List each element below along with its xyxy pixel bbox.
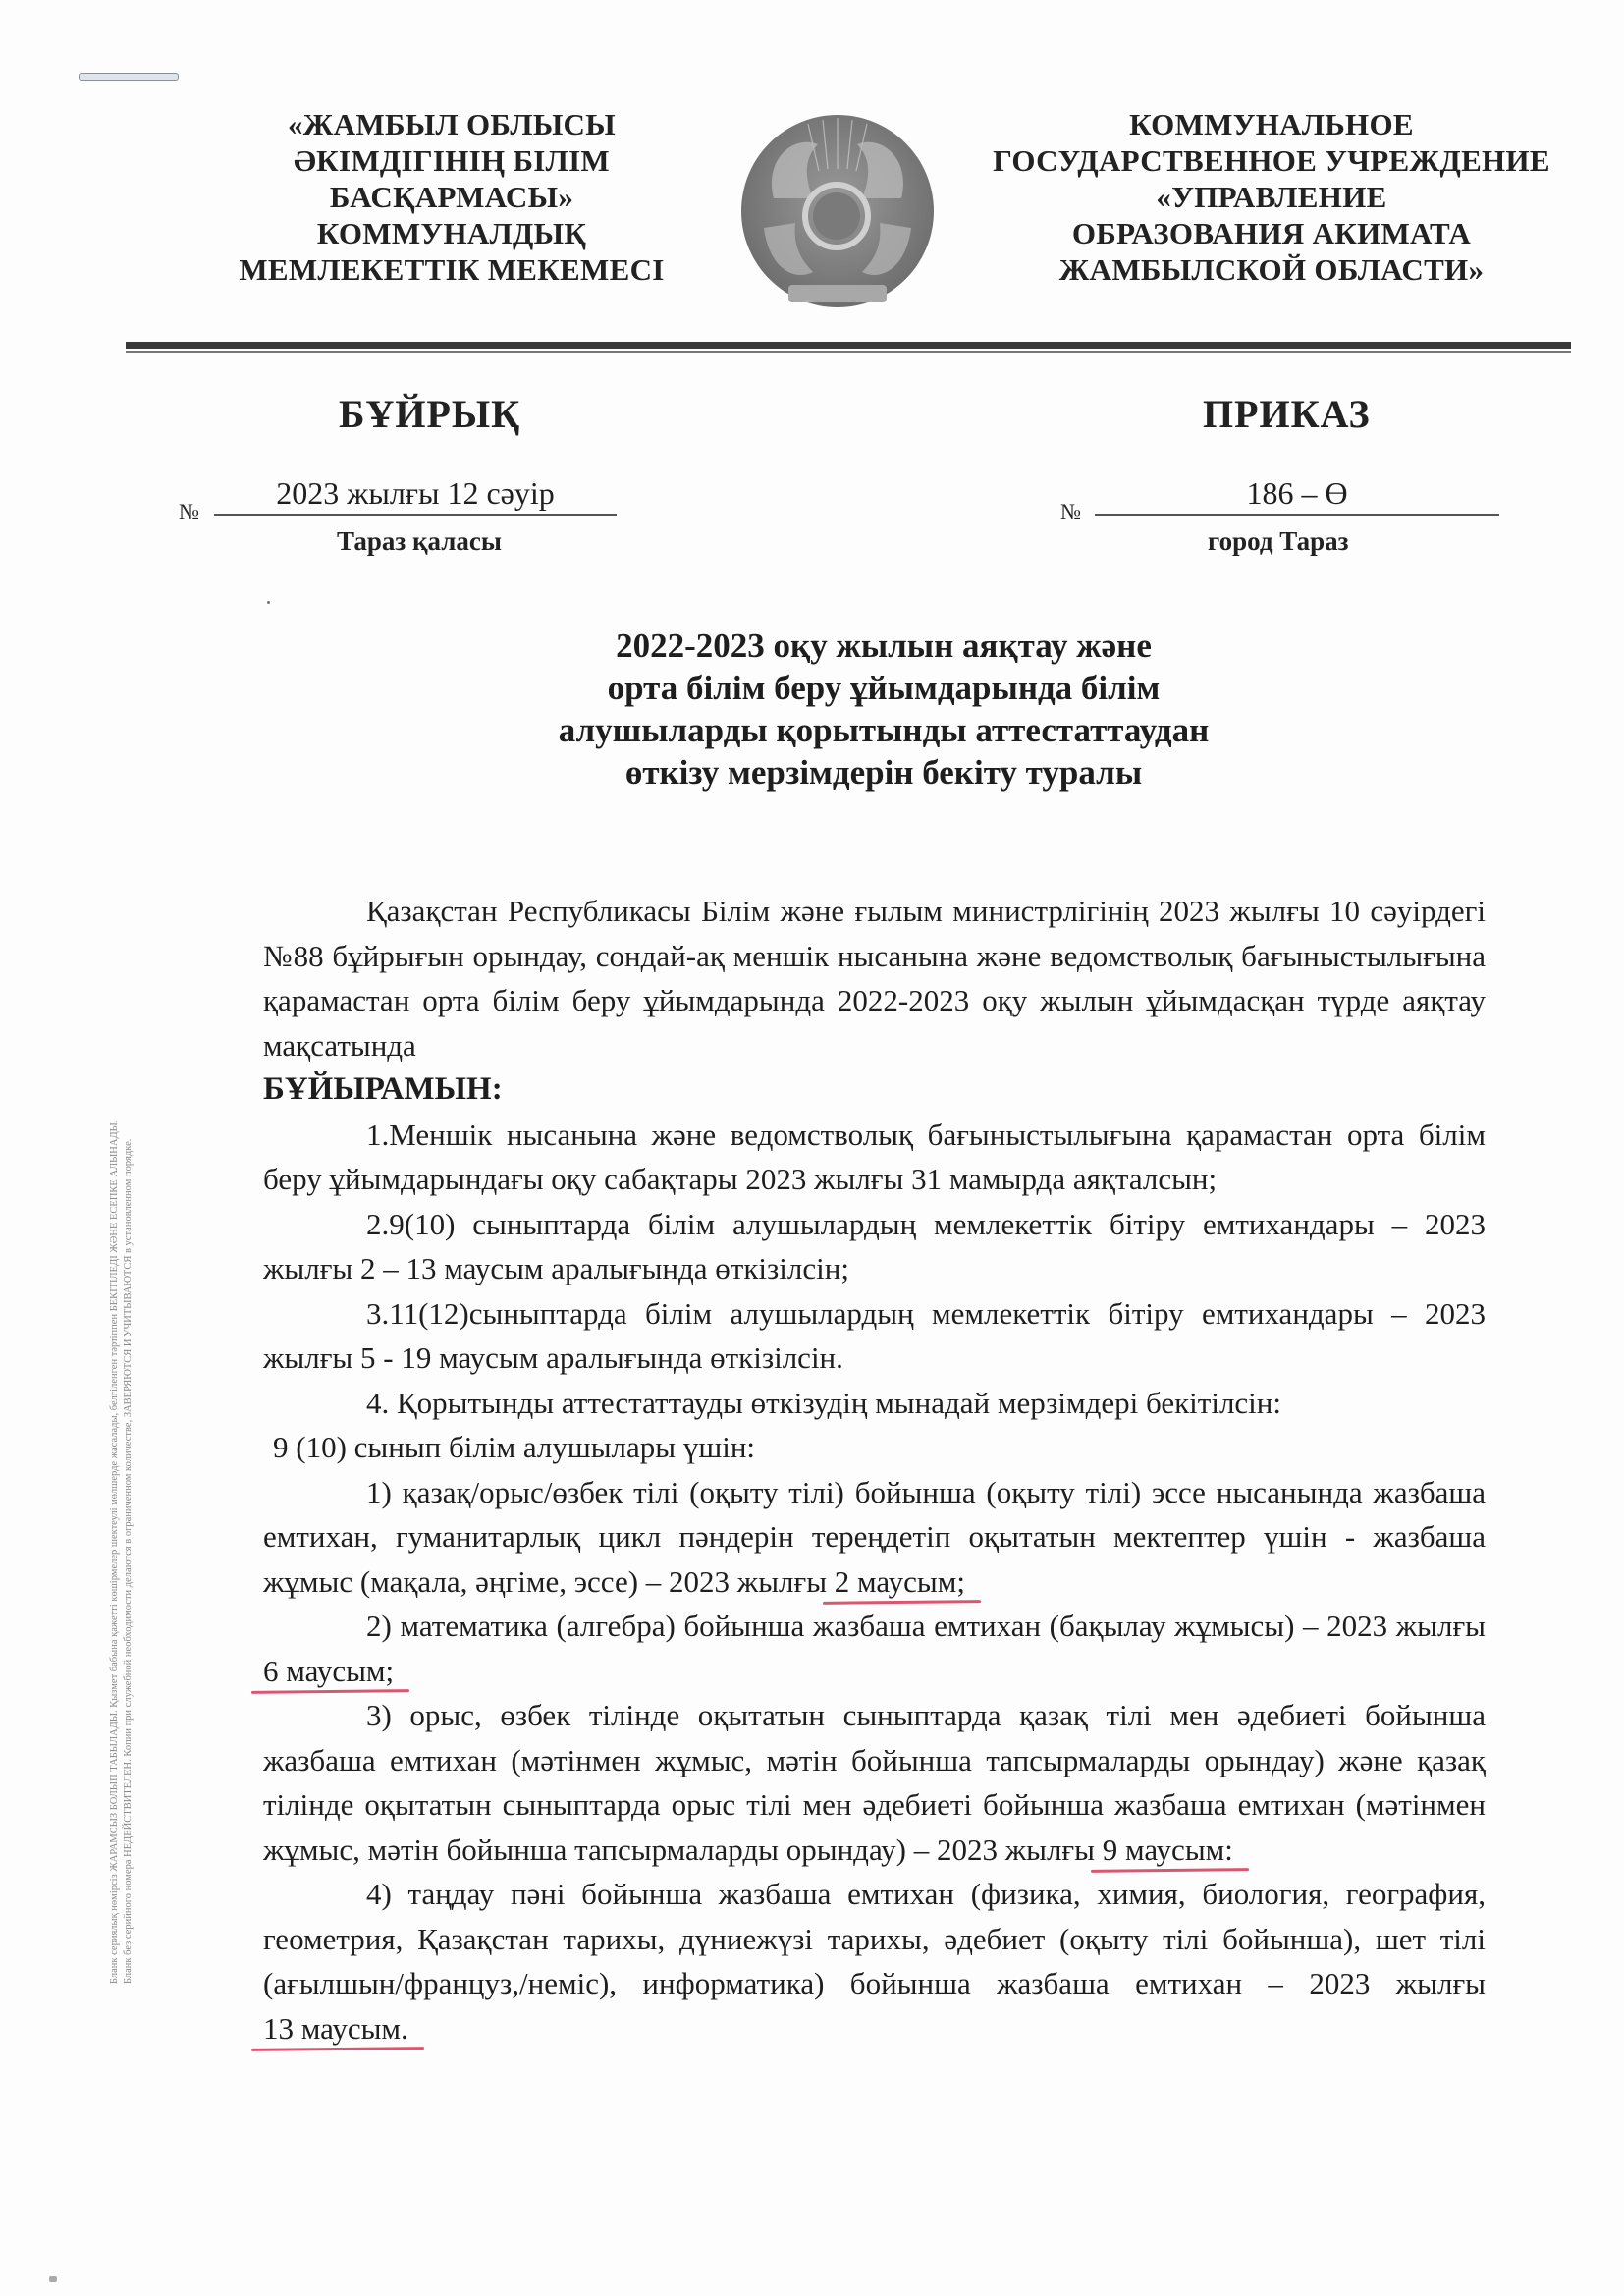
document-title-line: орта білім беру ұйымдарында білім: [607, 669, 1161, 707]
sub-item-4-date-underlined: 13 маусым.: [263, 2010, 408, 2046]
header-org-kazakh-line: ӘКІМДІГІНІҢ БІЛІМ: [293, 143, 610, 178]
document-title: [491, 625, 1276, 793]
margin-note-line-kazakh: Бланк сериялық нөмірсіз ЖАРАМСЫЗ БОЛЫП ТАБЫЛАДЫ. Қызмет бабына қажетті көшірмелер шектеулі мөлшерде жасалады, белгіленген тәртіппен БЕКІТІЛЕДІ ЖӘНЕ ЕСЕПКЕ АЛЫНАДЫ.: [109, 1120, 120, 1984]
order-number-field: 186 – Ө: [1095, 475, 1499, 516]
sub-item-2-text: 2) математика (алгебра) бойынша жазбаша емтихан (бақылау жұмысы) – 2023 жылғы: [366, 1609, 1486, 1643]
header-org-russian-line: «УПРАВЛЕНИЕ: [1156, 180, 1387, 214]
sub-item-4-text: 4) таңдау пәні бойынша жазбаша емтихан (физика, химия, биология, география, геометрия, Қазақстан тарихы, дүниежүзі тарихы, әдебиет (оқыту тілі бойынша), шет тілі (ағылшын/француз,/неміс), информатика) бойынша жазбаша емтихан – 2023 жылғы: [263, 1877, 1486, 2000]
city-kazakh: Тараз қаласы: [337, 526, 502, 556]
state-emblem-icon: [734, 110, 941, 316]
sub-item-1-text: 1) қазақ/орыс/өзбек тілі (оқыту тілі) бойынша (оқыту тілі) эссе нысанында жазбаша емтихан, гуманитарлық цикл пәндерін тереңдетіп оқытатын мектептер үшін - жазбаша жұмыс (мақала, әңгіме, эссе) – 2023 жылғы: [263, 1474, 1486, 1599]
scan-speck: [267, 601, 270, 604]
preamble-paragraph: Қазақстан Республикасы Білім және ғылым министрлігінің 2023 жылғы 10 сәуірдегі №88 бұйрығын орындау, сондай-ақ меншік нысанына және ведомстволық бағыныстылығына қарамастан орта білім беру ұйымдарында 2022-2023 оқу жылын ұйымдасқан түрде аяқтау мақсатында: [263, 894, 1486, 1063]
scan-artifact-bar: [79, 73, 179, 81]
sub-item-3: [263, 1693, 1486, 1872]
header-divider-thick: [126, 342, 1571, 349]
header-divider-thin: [126, 351, 1571, 353]
number-sign-left: №: [179, 499, 199, 523]
decree-word: БҰЙЫРАМЫН:: [263, 1071, 503, 1107]
order-title-kazakh: БҰЙРЫҚ: [339, 392, 521, 436]
margin-security-note: [108, 786, 135, 1984]
subheading-grade-9: 9 (10) сынып білім алушылары үшін:: [273, 1430, 756, 1464]
order-title-russian: ПРИКАЗ: [1203, 392, 1371, 436]
number-sign-right: №: [1060, 499, 1081, 523]
item-1: 1.Меншік нысанына және ведомстволық бағыныстылығына қарамастан орта білім беру ұйымдарындағы оқу сабақтары 2023 жылғы 31 мамырда аяқталсын;: [263, 1117, 1486, 1196]
item-4: 4. Қорытынды аттестаттауды өткізудің мынадай мерзімдері бекітілсін:: [366, 1385, 1281, 1420]
document-title-line: 2022-2023 оқу жылын аяқтау және: [616, 627, 1152, 665]
sub-item-4: [263, 1872, 1486, 2050]
order-date-field: 2023 жылғы 12 сәуір: [214, 475, 617, 516]
sub-item-3-text: 3) орыс, өзбек тілінде оқытатын сыныптарда қазақ тілі мен әдебиеті бойынша жазбаша емтихан (мәтінмен жұмыс, мәтін бойынша тапсырмаларды орындау) және қазақ тілінде оқытатын сыныптарда орыс тілі мен әдебиеті бойынша жазбаша емтихан (мәтінмен жұмыс, мәтін бойынша тапсырмаларды орындау) – 2023 жылғы: [263, 1698, 1486, 1867]
header-org-kazakh-line: БАСҚАРМАСЫ»: [329, 180, 574, 214]
document-body: [263, 889, 1486, 2050]
emblem-ribbon: [788, 285, 887, 302]
emblem-shanyrak: [813, 192, 860, 240]
sub-item-2: [263, 1604, 1486, 1693]
city-russian: город Тараз: [1208, 526, 1349, 556]
sub-item-2-date-underlined: 6 маусым;: [263, 1653, 395, 1688]
header-org-kazakh-line: «ЖАМБЫЛ ОБЛЫСЫ: [288, 107, 616, 141]
header-org-russian-line: ОБРАЗОВАНИЯ АКИМАТА: [1071, 216, 1472, 250]
header-org-kazakh-line: КОММУНАЛДЫҚ: [316, 216, 587, 250]
sub-item-3-date-underlined: 9 маусым:: [1102, 1831, 1233, 1867]
header-org-kazakh-line: МЕМЛЕКЕТТІК МЕКЕМЕСІ: [239, 252, 665, 287]
header-org-russian-line: ГОСУДАРСТВЕННОЕ УЧРЕЖДЕНИЕ: [993, 143, 1550, 178]
item-3: 3.11(12)сыныптарда білім алушылардың мемлекеттік бітіру емтихандары – 2023 жылғы 5 - 19 маусым аралығында өткізілсін.: [263, 1295, 1486, 1375]
sub-item-1-date-underlined: 2 маусым;: [834, 1563, 965, 1599]
header-org-russian-line: ЖАМБЫЛСКОЙ ОБЛАСТИ»: [1058, 252, 1485, 287]
item-2: 2.9(10) сыныптарда білім алушылардың мемлекеттік бітіру емтихандары – 2023 жылғы 2 – 13 маусым аралығында өткізілсін;: [263, 1206, 1486, 1285]
sub-item-1: [263, 1470, 1486, 1605]
margin-note-line-russian: Бланк без серийного номера НЕДЕЙСТВИТЕЛЕН. Копии при служебной необходимости делаются в ограниченном количестве, ЗАВЕРЯЮТСЯ И УЧИТЫВАЮТСЯ в установленном порядке.: [123, 1138, 134, 1984]
header-org-russian: [967, 106, 1576, 288]
document-title-line: өткізу мерзімдерін бекіту туралы: [624, 753, 1143, 792]
scan-speck: [49, 2276, 57, 2282]
document-title-line: алушыларды қорытынды аттестаттаудан: [558, 711, 1210, 749]
header-org-russian-line: КОММУНАЛЬНОЕ: [1129, 107, 1414, 141]
header-org-kazakh: [177, 106, 727, 288]
